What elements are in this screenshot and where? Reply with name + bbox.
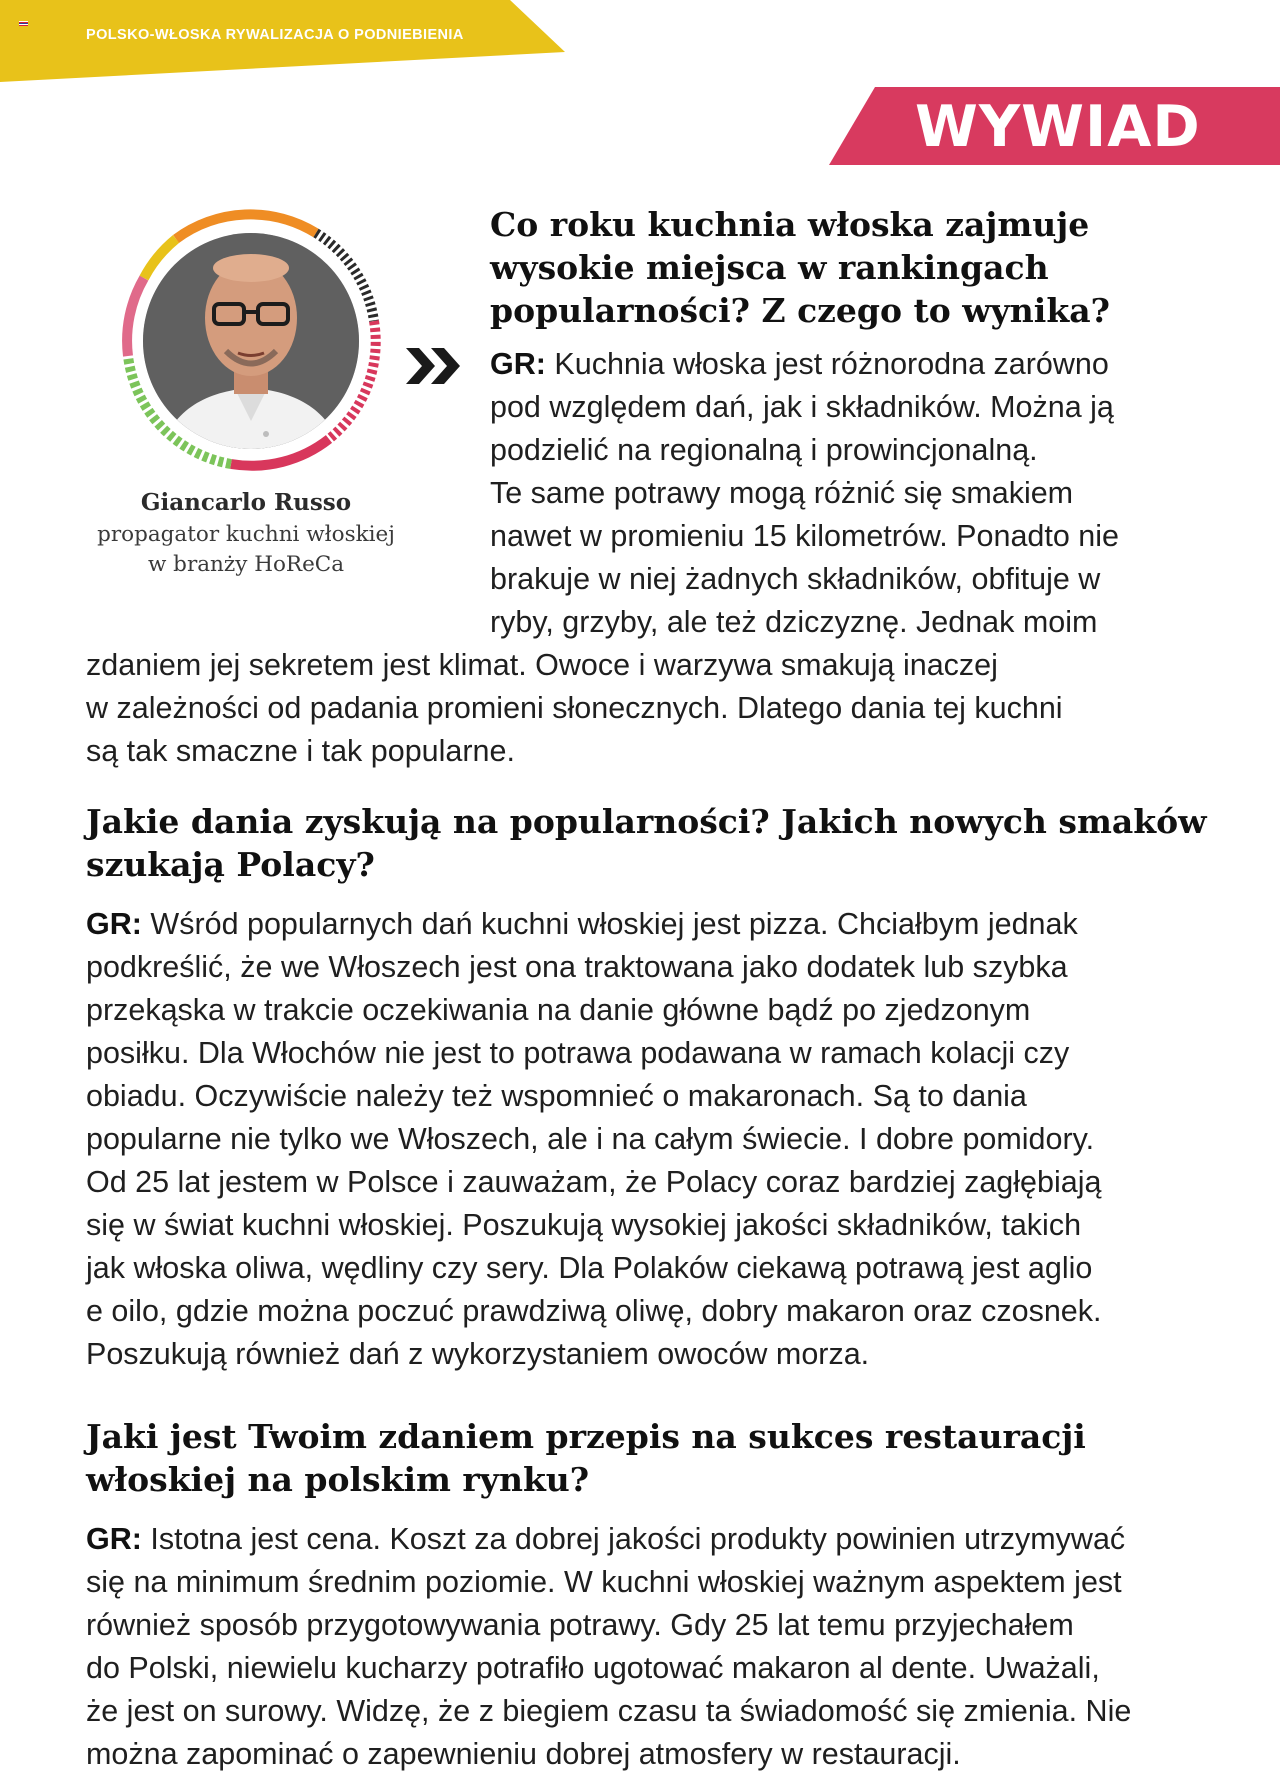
answer-line: posiłku. Dla Włochów nie jest to potrawa podawana w ramach kolacji czy [86,1036,1070,1070]
answer-line: nawet w promieniu 15 kilometrów. Ponadto nie [490,519,1119,553]
answer-line: podkreślić, że we Włoszech jest ona traktowana jako dodatek lub szybka [86,950,1068,984]
interviewee-portrait [116,206,386,476]
answer-line: są tak smaczne i tak popularne. [86,734,515,768]
answer-line: GR: Istotna jest cena. Koszt za dobrej jakości produkty powinien utrzymywać [86,1522,1126,1556]
question-2: Jakie dania zyskują na popularności? Jakich nowych smaków szukają Polacy? [86,802,1207,884]
question-3: Jaki jest Twoim zdaniem przepis na sukces restauracji włoskiej na polskim rynku? [86,1417,1086,1499]
answer-1-continued [86,644,1226,773]
polish-flag-icon [19,21,28,26]
answer-line: pod względem dań, jak i składników. Można ją [490,390,1114,424]
answer-line: obiadu. Oczywiście należy też wspomnieć o makaronach. Są to dania [86,1079,1027,1113]
answer-line: Te same potrawy mogą różnić się smakiem [490,476,1074,510]
answer-line: się na minimum średnim poziomie. W kuchni włoskiej ważnym aspektem jest [86,1565,1122,1599]
answer-line: do Polski, niewielu kucharzy potrafiło ugotować makaron al dente. Uważali, [86,1651,1100,1685]
answer-line: Poszukują również dań z wykorzystaniem owoców morza. [86,1337,870,1371]
answer-line: w zależności od padania promieni słonecznych. Dlatego dania tej kuchni [86,691,1063,725]
speaker-label: GR: [490,347,546,381]
answer-line: popularne nie tylko we Włoszech, ale i na całym świecie. I dobre pomidory. [86,1122,1095,1156]
answer-line: że jest on surowy. Widzę, że z biegiem czasu ta świadomość się zmienia. Nie [86,1694,1132,1728]
section-label: POLSKO-WŁOSKA RYWALIZACJA O PODNIEBIENIA [86,27,464,43]
answer-line: brakuje w niej żadnych składników, obfituje w [490,562,1101,596]
answer-line: można zapominać o zapewnieniu dobrej atmosfery w restauracji. [86,1737,961,1771]
answer-line: również sposób przygotowywania potrawy. Gdy 25 lat temu przyjechałem [86,1608,1074,1642]
speaker-label: GR: [86,907,142,941]
answer-3 [86,1518,1226,1776]
answer-line: Od 25 lat jestem w Polsce i zauważam, że Polacy coraz bardziej zagłębiają [86,1165,1102,1199]
answer-2 [86,903,1226,1376]
answer-line: się w świat kuchni włoskiej. Poszukują wysokiej jakości składników, takich [86,1208,1082,1242]
double-chevron-icon [404,344,466,388]
speaker-label: GR: [86,1522,142,1556]
question-1: Co roku kuchnia włoska zajmuje wysokie miejsca w rankingach popularności? Z czego to wynika? [490,205,1110,330]
answer-1 [490,343,1220,644]
chef-portrait-image [116,206,386,476]
answer-line: podzielić na regionalną i prowincjonalną. [490,433,1038,467]
interviewee-role-line2: w branży HoReCa [147,552,345,577]
interview-tag: WYWIAD [915,94,1201,160]
interviewee-role-line1: propagator kuchni włoskiej [97,522,395,547]
interviewee-caption [76,486,416,580]
answer-line: przekąska w trakcie oczekiwania na danie główne bądź po zjedzonym [86,993,1031,1027]
answer-line: e oilo, gdzie można poczuć prawdziwą oliwę, dobry makaron oraz czosnek. [86,1294,1102,1328]
answer-line: GR: Kuchnia włoska jest różnorodna zarówno [490,347,1109,381]
answer-line: zdaniem jej sekretem jest klimat. Owoce i warzywa smakują inaczej [86,648,998,682]
answer-line: GR: Wśród popularnych dań kuchni włoskiej jest pizza. Chciałbym jednak [86,907,1078,941]
answer-line: ryby, grzyby, ale też dziczyznę. Jednak moim [490,605,1098,639]
interviewee-name: Giancarlo Russo [140,489,352,516]
answer-line: jak włoska oliwa, wędliny czy sery. Dla Polaków ciekawą potrawą jest aglio [86,1251,1093,1285]
